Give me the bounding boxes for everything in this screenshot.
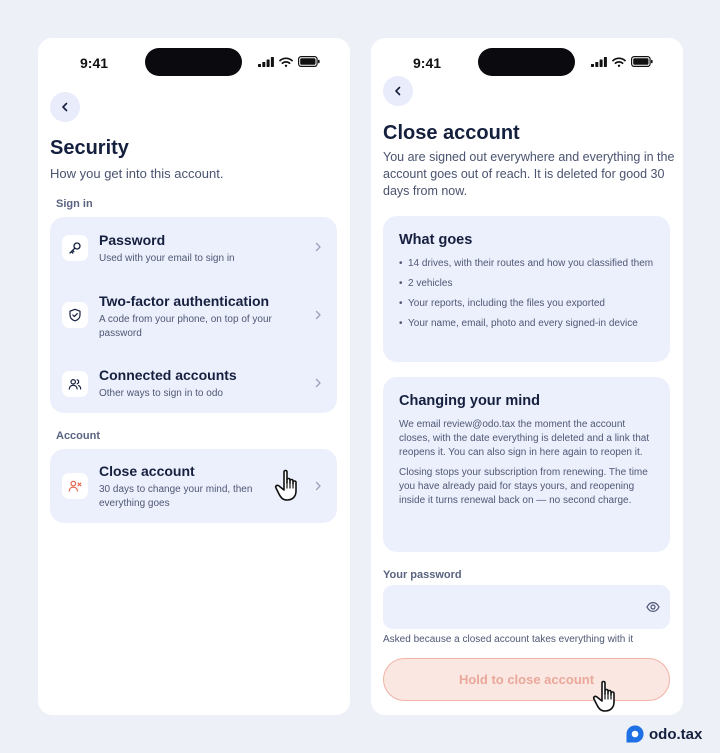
chevron-right-icon: [313, 481, 323, 491]
battery-icon: [631, 56, 653, 67]
wifi-icon: [612, 57, 626, 67]
hand-pointer-icon: [592, 678, 626, 715]
status-bar: [38, 38, 350, 88]
wifi-icon: [279, 57, 293, 67]
brand-name: odo.tax: [649, 725, 703, 743]
chevron-right-icon: [313, 310, 323, 320]
changing-mind-card: [383, 377, 670, 552]
password-field[interactable]: [383, 585, 670, 629]
cellular-signal-icon: [258, 57, 274, 67]
users-icon: [62, 371, 88, 397]
page-title: Security: [50, 137, 129, 159]
chevron-right-icon: [313, 378, 323, 388]
changing-mind-paragraph: We email review@odo.tax the moment the account closes, with the date everything is deleted and a link that reopens it. You can also sign in here again to reopen it.: [399, 419, 650, 458]
close-account-screen: [371, 38, 683, 715]
page-subtitle: How you get into this account.: [50, 166, 224, 181]
shield-icon: [62, 302, 88, 328]
chevron-left-icon: [60, 102, 70, 112]
what-goes-list: [399, 257, 654, 331]
row-title: Connected accounts: [99, 367, 237, 383]
row-description: A code from your phone, on top of your password: [99, 314, 272, 339]
list-item: • 2 vehicles: [399, 277, 654, 291]
battery-icon: [298, 56, 320, 67]
user-remove-icon: [62, 473, 88, 499]
dynamic-island: [478, 48, 575, 76]
row-description: Other ways to sign in to odo: [99, 388, 223, 399]
dynamic-island: [145, 48, 242, 76]
row-connected-accounts[interactable]: [50, 355, 337, 413]
list-item: • 14 drives, with their routes and how you classified them: [399, 257, 654, 271]
what-goes-title: What goes: [399, 232, 473, 248]
section-label-account: Account: [56, 430, 100, 442]
key-icon: [62, 235, 88, 261]
row-title: Close account: [99, 463, 195, 479]
status-time: 9:41: [413, 55, 442, 71]
page-title: Close account: [383, 122, 520, 144]
status-time: 9:41: [80, 55, 109, 71]
eye-icon[interactable]: [646, 601, 660, 613]
page-subtitle: You are signed out everywhere and everything in the account goes out of reach. It is deleted for good 30 days from now.: [383, 150, 675, 198]
password-label: Your password: [383, 569, 462, 581]
row-description: 30 days to change your mind, then everything goes: [99, 484, 253, 509]
odo-logo-icon: [626, 725, 644, 743]
row-title: Password: [99, 232, 166, 248]
back-button[interactable]: [383, 76, 413, 106]
row-title: Two-factor authentication: [99, 293, 270, 309]
security-screen: [38, 38, 350, 715]
password-hint: Asked because a closed account takes everything with it: [383, 634, 634, 645]
chevron-right-icon: [313, 242, 323, 252]
changing-mind-paragraph: Closing stops your subscription from renewing. The time you have already paid for stays yours, and reopening inside it turns renewal back on — no second charge.: [399, 467, 648, 506]
section-label-sign-in: Sign in: [56, 198, 93, 210]
row-two-factor[interactable]: [50, 279, 337, 355]
brand: [626, 725, 702, 743]
row-description: Used with your email to sign in: [99, 253, 235, 264]
status-icons: [591, 56, 653, 67]
status-bar: [371, 38, 683, 88]
list-item: • Your reports, including the files you exported: [399, 297, 654, 311]
list-item: • Your name, email, photo and every signed-in device: [399, 317, 654, 331]
row-password[interactable]: [50, 217, 337, 279]
hand-pointer-icon: [274, 467, 308, 505]
cellular-signal-icon: [591, 57, 607, 67]
sign-in-card: [50, 217, 337, 413]
what-goes-card: [383, 216, 670, 362]
chevron-left-icon: [393, 86, 403, 96]
back-button[interactable]: [50, 92, 80, 122]
status-icons: [258, 56, 320, 67]
hold-to-close-button[interactable]: Hold to close account: [383, 658, 670, 701]
changing-mind-title: Changing your mind: [399, 393, 540, 409]
